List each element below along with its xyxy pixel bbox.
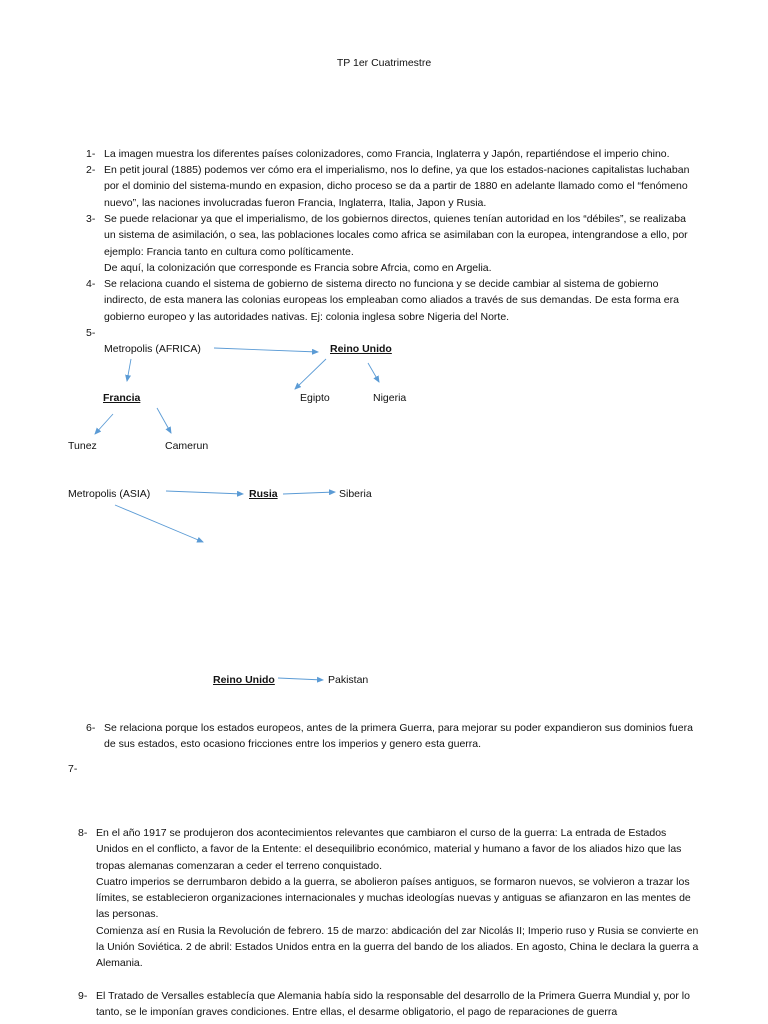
item-number: 4- bbox=[86, 278, 96, 290]
node-reino-unido: Reino Unido bbox=[330, 343, 392, 355]
arrow-reino-unido-to-egipto bbox=[295, 359, 326, 389]
node-tunez: Tunez bbox=[68, 440, 97, 452]
item-text: Se relaciona porque los estados europeos, antes de la primera Guerra, para mejorar su poder expandieron sus dominios fuera de sus estados, esto ocasiono fricciones entre los imperios y genero esta guerra. bbox=[104, 722, 693, 751]
item-number: 7- bbox=[68, 763, 78, 775]
item-text: La imagen muestra los diferentes países colonizadores, como Francia, Inglaterra y Japón, repartiéndose el imperio chino. bbox=[104, 148, 670, 160]
item-text: Se puede relacionar ya que el imperialismo, de los gobiernos directos, quienes tenían autoridad en los “débiles”, se realizaba un sistema de asimilación, o sea, las poblaciones locales como africa se asimilaban con la europea, intengrandose a ello, por ejemplo: Francia tanto en cultura como políticamente. De aquí, la colonización que corresponde es Francia sobre Afrcia, como en Argelia. bbox=[104, 213, 688, 274]
item-text: En petit joural (1885) podemos ver cómo era el imperialismo, nos lo define, ya que los estados-naciones capitalistas luchaban por el dominio del sistema-mundo en expasion, dicho proceso se da a partir de 1880 en adelante llamado como el “fenómeno nuevo”, las naciones involucradas fueron Francia, Inglaterra, Italia, Japon y Rusia. bbox=[104, 164, 690, 209]
node-camerun: Camerun bbox=[165, 440, 209, 452]
arrow-metropolis-to-reino-unido bbox=[214, 348, 318, 352]
item-text: El Tratado de Versalles establecía que Alemania había sido la responsable del desarrollo de la Primera Guerra Mundial y, por lo tanto, se le imponían graves condiciones. Entre ellas, el desarme obligatorio, el pago de reparaciones de guerra bbox=[96, 990, 690, 1019]
node-egipto: Egipto bbox=[300, 392, 330, 404]
node-pakistan: Pakistan bbox=[328, 674, 369, 686]
arrow-reino-unido-to-pakistan bbox=[278, 678, 323, 680]
item-number: 6- bbox=[86, 722, 96, 734]
node-rusia: Rusia bbox=[249, 488, 278, 500]
node-reino-unido-asia: Reino Unido bbox=[213, 674, 275, 686]
node-metropolis-africa: Metropolis (AFRICA) bbox=[104, 343, 201, 355]
arrow-rusia-to-siberia bbox=[283, 492, 335, 494]
node-nigeria: Nigeria bbox=[373, 392, 407, 404]
item-number: 8- bbox=[78, 827, 88, 839]
item-number: 1- bbox=[86, 148, 96, 160]
item-number: 5- bbox=[86, 327, 96, 339]
item-number: 2- bbox=[86, 164, 96, 176]
arrow-francia-to-tunez bbox=[95, 414, 113, 434]
arrow-reino-unido-to-nigeria bbox=[368, 363, 379, 382]
arrow-metropolis-asia-to-rusia bbox=[166, 491, 243, 494]
item-text: En el año 1917 se produjeron dos acontecimientos relevantes que cambiaron el curso de la guerra: La entrada de Estados Unidos en el conflicto, a favor de la Entente: el desequilibrio económico, material y humano a favor de los aliados hizo que las tropas alemanas comenzaran a ceder el terreno conquistado. Cuatro imperios se derrumbaron debido a la guerra, se abolieron países antiguos, se formaron nuevos, se volvieron a trazar los límites, se establecieron organizaciones internacionales y muchas ideologías nuevas y antiguas se afianzaron en las mentes de las personas. Comienza así en Rusia la Revolución de febrero. 15 de marzo: abdicación del zar Nicolás II; Imperio ruso y Rusia se convierte en la Unión Soviética. 2 de abril: Estados Unidos entra en la guerra del bando de los aliados. En agosto, China le declara la guerra a Alemania. bbox=[96, 827, 699, 970]
arrow-metropolis-asia-down bbox=[115, 505, 203, 542]
node-metropolis-asia: Metropolis (ASIA) bbox=[68, 488, 151, 500]
node-francia: Francia bbox=[103, 392, 141, 404]
arrow-metropolis-to-francia bbox=[127, 359, 131, 381]
item-text: Se relaciona cuando el sistema de gobierno de sistema directo no funciona y se decide cambiar al sistema de gobierno indirecto, de esta manera las colonias europeas los empleaban como aliados a través de sus demandas. De esta forma era gobierno europeo y las autoridades nativas. Ej: colonia inglesa sobre Nigeria del Norte. bbox=[104, 278, 679, 323]
page-title: TP 1er Cuatrimestre bbox=[336, 57, 432, 69]
node-siberia: Siberia bbox=[339, 488, 372, 500]
item-number: 9- bbox=[78, 990, 88, 1002]
item-number: 3- bbox=[86, 213, 96, 225]
arrow-francia-to-camerun bbox=[157, 408, 171, 433]
